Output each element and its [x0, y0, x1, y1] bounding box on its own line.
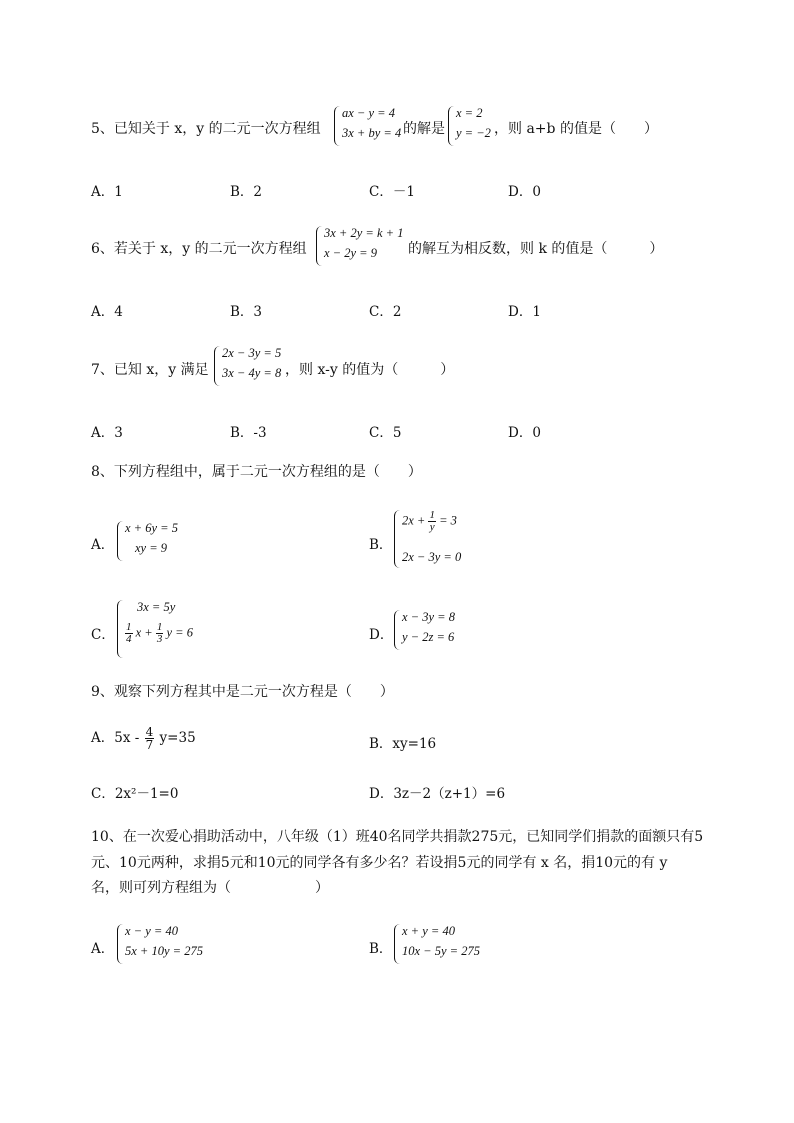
q5-option-c[interactable]: C．－1 — [369, 184, 415, 200]
q10-b-row-2: 10x − 5y = 275 — [402, 944, 480, 958]
q9-a-fraction-denominator: 7 — [145, 738, 154, 752]
q5-option-a[interactable]: A．1 — [91, 184, 123, 200]
q6-option-a[interactable]: A．4 — [91, 304, 123, 320]
q5-system-1 — [334, 106, 404, 146]
q5-system-2-row-2: y = −2 — [456, 126, 491, 140]
q9-option-d[interactable]: D．3z－2（z+1）=6 — [369, 786, 506, 802]
q8-option-d-system — [394, 610, 464, 650]
q8-c-fraction-2 — [156, 622, 164, 645]
q6-option-d[interactable]: D．1 — [508, 304, 541, 320]
q8-c-row-2-rhs: y = 6 — [166, 625, 193, 640]
q7-system-row-2: 3x − 4y = 8 — [222, 366, 282, 380]
q10-option-b-system — [394, 924, 490, 964]
q8-c-fraction-1-denominator: 4 — [126, 633, 132, 645]
q10-a-row-1: x − y = 40 — [125, 924, 178, 938]
q8-b-row-1 — [402, 510, 457, 533]
q8-c-fraction-2-numerator: 1 — [156, 621, 163, 633]
q8-b-fraction-numerator: 1 — [429, 509, 435, 521]
q5-prefix: 5、已知关于 x，y 的二元一次方程组 — [91, 121, 321, 137]
q7-suffix: ，则 x-y 的值为（ ） — [285, 362, 455, 378]
q7-option-a[interactable]: A．3 — [91, 425, 123, 441]
q8-b-row-1-lhs: 2x + — [402, 513, 426, 528]
q9-a-fraction — [145, 726, 155, 751]
q8-c-row-2-mid: x + — [135, 625, 153, 640]
q5-system-2-row-1: x = 2 — [456, 106, 483, 120]
q6-option-b[interactable]: B．3 — [230, 304, 263, 320]
q10-a-row-2: 5x + 10y = 275 — [125, 944, 203, 958]
q8-c-row-2 — [125, 622, 193, 645]
q7-system-row-1: 2x − 3y = 5 — [222, 346, 282, 360]
q8-c-fraction-1-numerator: 1 — [126, 621, 132, 633]
q6-prefix: 6、若关于 x，y 的二元一次方程组 — [91, 241, 307, 257]
q8-option-c-label[interactable]: C． — [91, 627, 115, 643]
q5-system-2 — [448, 106, 496, 146]
q8-b-fraction-denominator: y — [429, 521, 435, 533]
q8-c-fraction-1 — [125, 622, 133, 645]
q10-line-2: 元、10元两种，求捐5元和10元的同学各有多少名？若设捐5元的同学有 x 名，捐10元的有 y — [91, 855, 668, 871]
q8-a-row-1: x + 6y = 5 — [125, 521, 178, 535]
q10-option-a-system — [117, 924, 213, 964]
q6-option-c[interactable]: C．2 — [369, 304, 402, 320]
q5-system-1-row-2: 3x + by = 4 — [342, 126, 402, 140]
q7-option-c[interactable]: C．5 — [369, 425, 402, 441]
q10-option-a-label[interactable]: A． — [91, 941, 115, 957]
q8-b-row-1-rhs: = 3 — [439, 513, 457, 528]
q9-a-post: y=35 — [159, 730, 196, 746]
q8-stem: 8、下列方程组中，属于二元一次方程组的是（ ） — [91, 464, 422, 480]
q5-suffix: ，则 a+b 的值是（ ） — [494, 121, 658, 137]
q7-option-d[interactable]: D．0 — [508, 425, 541, 441]
q8-option-c-system — [117, 600, 201, 658]
q10-line-1: 10、在一次爱心捐助活动中，八年级（1）班40名同学共捐款275元，已知同学们捐款的面额只有5 — [91, 829, 704, 845]
q5-option-d[interactable]: D．0 — [508, 184, 541, 200]
q9-option-b[interactable]: B．xy=16 — [369, 736, 437, 752]
q5-option-b[interactable]: B．2 — [230, 184, 263, 200]
q8-b-row-2: 2x − 3y = 0 — [402, 550, 462, 564]
q8-option-a-label[interactable]: A． — [91, 537, 115, 553]
q8-b-fraction — [428, 510, 436, 533]
q8-option-b-system — [394, 510, 466, 568]
q8-c-row-1: 3x = 5y — [137, 600, 176, 614]
q8-c-fraction-2-denominator: 3 — [156, 633, 163, 645]
q6-system — [316, 226, 408, 266]
q5-mid: 的解是 — [403, 121, 445, 137]
q6-suffix: 的解互为相反数，则 k 的值是（ ） — [408, 241, 664, 257]
q9-option-a[interactable] — [91, 726, 196, 751]
q10-line-3: 名，则可列方程组为（ ） — [91, 880, 329, 896]
q6-system-row-1: 3x + 2y = k + 1 — [324, 226, 404, 240]
q9-a-pre: A．5x - — [91, 730, 140, 746]
q8-option-b-label[interactable]: B． — [369, 537, 393, 553]
q9-option-c[interactable]: C．2x²－1=0 — [91, 786, 179, 802]
q5-system-1-row-1: ax − y = 4 — [342, 106, 395, 120]
q8-d-row-2: y − 2z = 6 — [402, 630, 455, 644]
q7-option-b[interactable]: B．-3 — [230, 425, 267, 441]
q8-option-a-system — [117, 521, 181, 561]
q7-prefix: 7、已知 x，y 满足 — [91, 362, 209, 378]
q6-system-row-2: x − 2y = 9 — [324, 246, 377, 260]
q10-option-b-label[interactable]: B． — [369, 941, 393, 957]
q9-stem: 9、观察下列方程其中是二元一次方程是（ ） — [91, 684, 394, 700]
q9-a-fraction-numerator: 4 — [145, 725, 154, 739]
q8-a-row-2: xy = 9 — [135, 541, 168, 555]
q10-b-row-1: x + y = 40 — [402, 924, 455, 938]
q8-option-d-label[interactable]: D． — [369, 627, 394, 643]
q8-d-row-1: x − 3y = 8 — [402, 610, 455, 624]
q7-system — [214, 346, 286, 386]
